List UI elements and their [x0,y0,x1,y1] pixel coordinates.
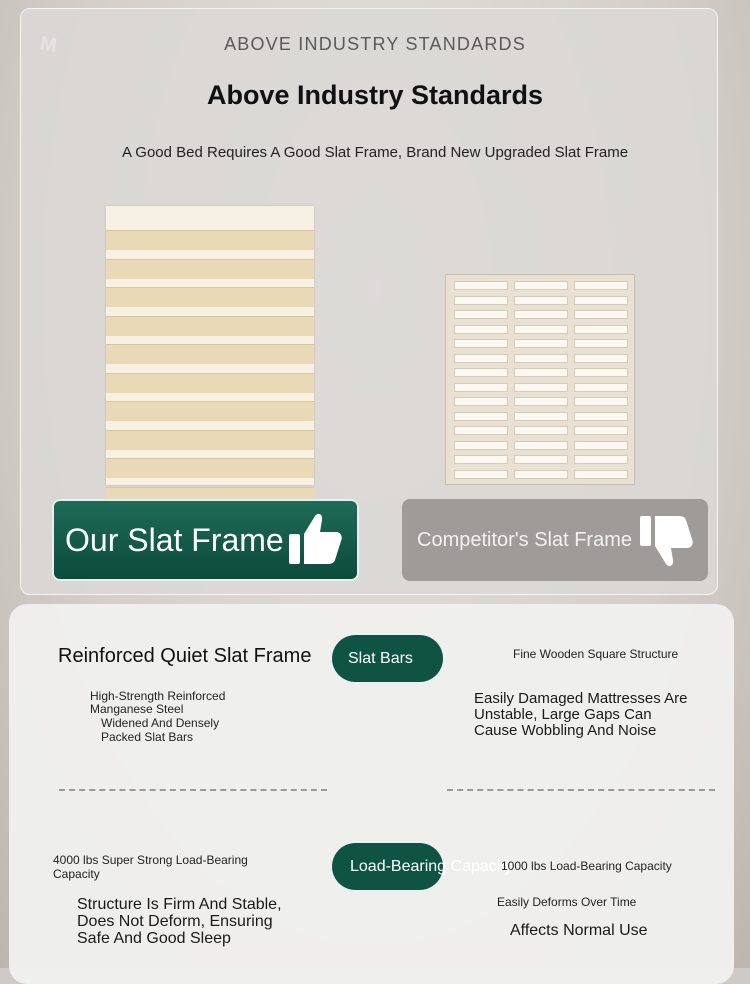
slat-gap [574,281,628,290]
slat-gap [454,397,508,406]
slat-gap [514,455,568,464]
slat-gap [574,339,628,348]
slat-bar [106,401,314,422]
slat-gap [574,412,628,421]
divider-right [447,789,715,791]
slat-bar [106,458,314,479]
slat-gap [514,426,568,435]
slat-gap [514,296,568,305]
brand-watermark: M [38,32,61,58]
slat-gap [454,354,508,363]
load-bearing-pill: Load-Bearing Capacity [332,843,443,890]
slat-gap [514,397,568,406]
competitor-feature-note-deform: Easily Deforms Over Time [497,895,637,909]
slat-gap [454,470,508,479]
slat-gap [514,354,568,363]
competitor-feature-title-slat: Fine Wooden Square Structure [513,647,679,661]
competitor-slat-frame-button[interactable] [402,499,708,581]
slat-gap [454,281,508,290]
our-feature-note-load: Structure Is Firm And Stable, Does Not Deform, Ensuring Safe And Good Sleep [77,896,282,947]
our-slat-frame-label: Our Slat Frame [65,521,284,558]
slat-gap [514,383,568,392]
slat-gap [454,296,508,305]
slat-gap [454,426,508,435]
slat-gap [574,426,628,435]
slat-bar [106,316,314,337]
slat-gap [574,441,628,450]
slat-gap [514,412,568,421]
our-feature-note-slats: Widened And Densely Packed Slat Bars [101,716,220,744]
slat-gap [454,368,508,377]
competitor-feature-title-load: 1000 lbs Load-Bearing Capacity [501,859,672,873]
competitor-slat-frame-image [445,274,635,485]
our-feature-title-slat: Reinforced Quiet Slat Frame [58,645,312,667]
slat-bar [106,230,314,251]
slat-gap [514,339,568,348]
slat-bar [106,287,314,308]
slat-gap [574,397,628,406]
slat-gap [574,310,628,319]
slat-gap [514,368,568,377]
slat-gap [514,281,568,290]
slat-gap [514,325,568,334]
competitor-feature-note-slat: Easily Damaged Mattresses Are Unstable, Large Gaps Can Cause Wobbling And Noise [474,690,688,739]
slat-bar [106,430,314,451]
our-slat-frame-button[interactable] [52,499,359,581]
slat-gap [574,383,628,392]
our-feature-title-load: 4000 lbs Super Strong Load-Bearing Capacity [53,853,248,881]
slat-gap [514,310,568,319]
slat-gap [574,325,628,334]
slat-gap [454,325,508,334]
slat-gap [574,368,628,377]
slat-gap [574,455,628,464]
divider-left [59,789,327,791]
slat-gap [574,470,628,479]
page-subtitle: A Good Bed Requires A Good Slat Frame, Brand New Upgraded Slat Frame [121,144,629,161]
slat-gap [454,310,508,319]
slat-bar [106,259,314,280]
our-feature-note-steel: High-Strength Reinforced Manganese Steel [90,689,226,716]
thumbs-up-icon [285,510,345,570]
slat-gap [514,470,568,479]
slat-gap [454,383,508,392]
slat-gap [574,296,628,305]
slat-gap [454,412,508,421]
our-slat-frame-image [106,206,314,485]
slat-gap [454,441,508,450]
competitor-slat-frame-label: Competitor's Slat Frame [417,528,632,551]
slat-gap [574,354,628,363]
section-kicker: ABOVE INDUSTRY STANDARDS [224,34,526,54]
slat-gap [454,339,508,348]
slat-bar [106,373,314,394]
slat-bar [106,344,314,365]
page-title: Above Industry Standards [206,80,544,110]
slat-gap [514,441,568,450]
thumbs-down-icon [636,510,696,570]
slat-bars-pill: Slat Bars [332,635,443,682]
competitor-feature-note-use: Affects Normal Use [510,922,648,939]
slat-gap [454,455,508,464]
